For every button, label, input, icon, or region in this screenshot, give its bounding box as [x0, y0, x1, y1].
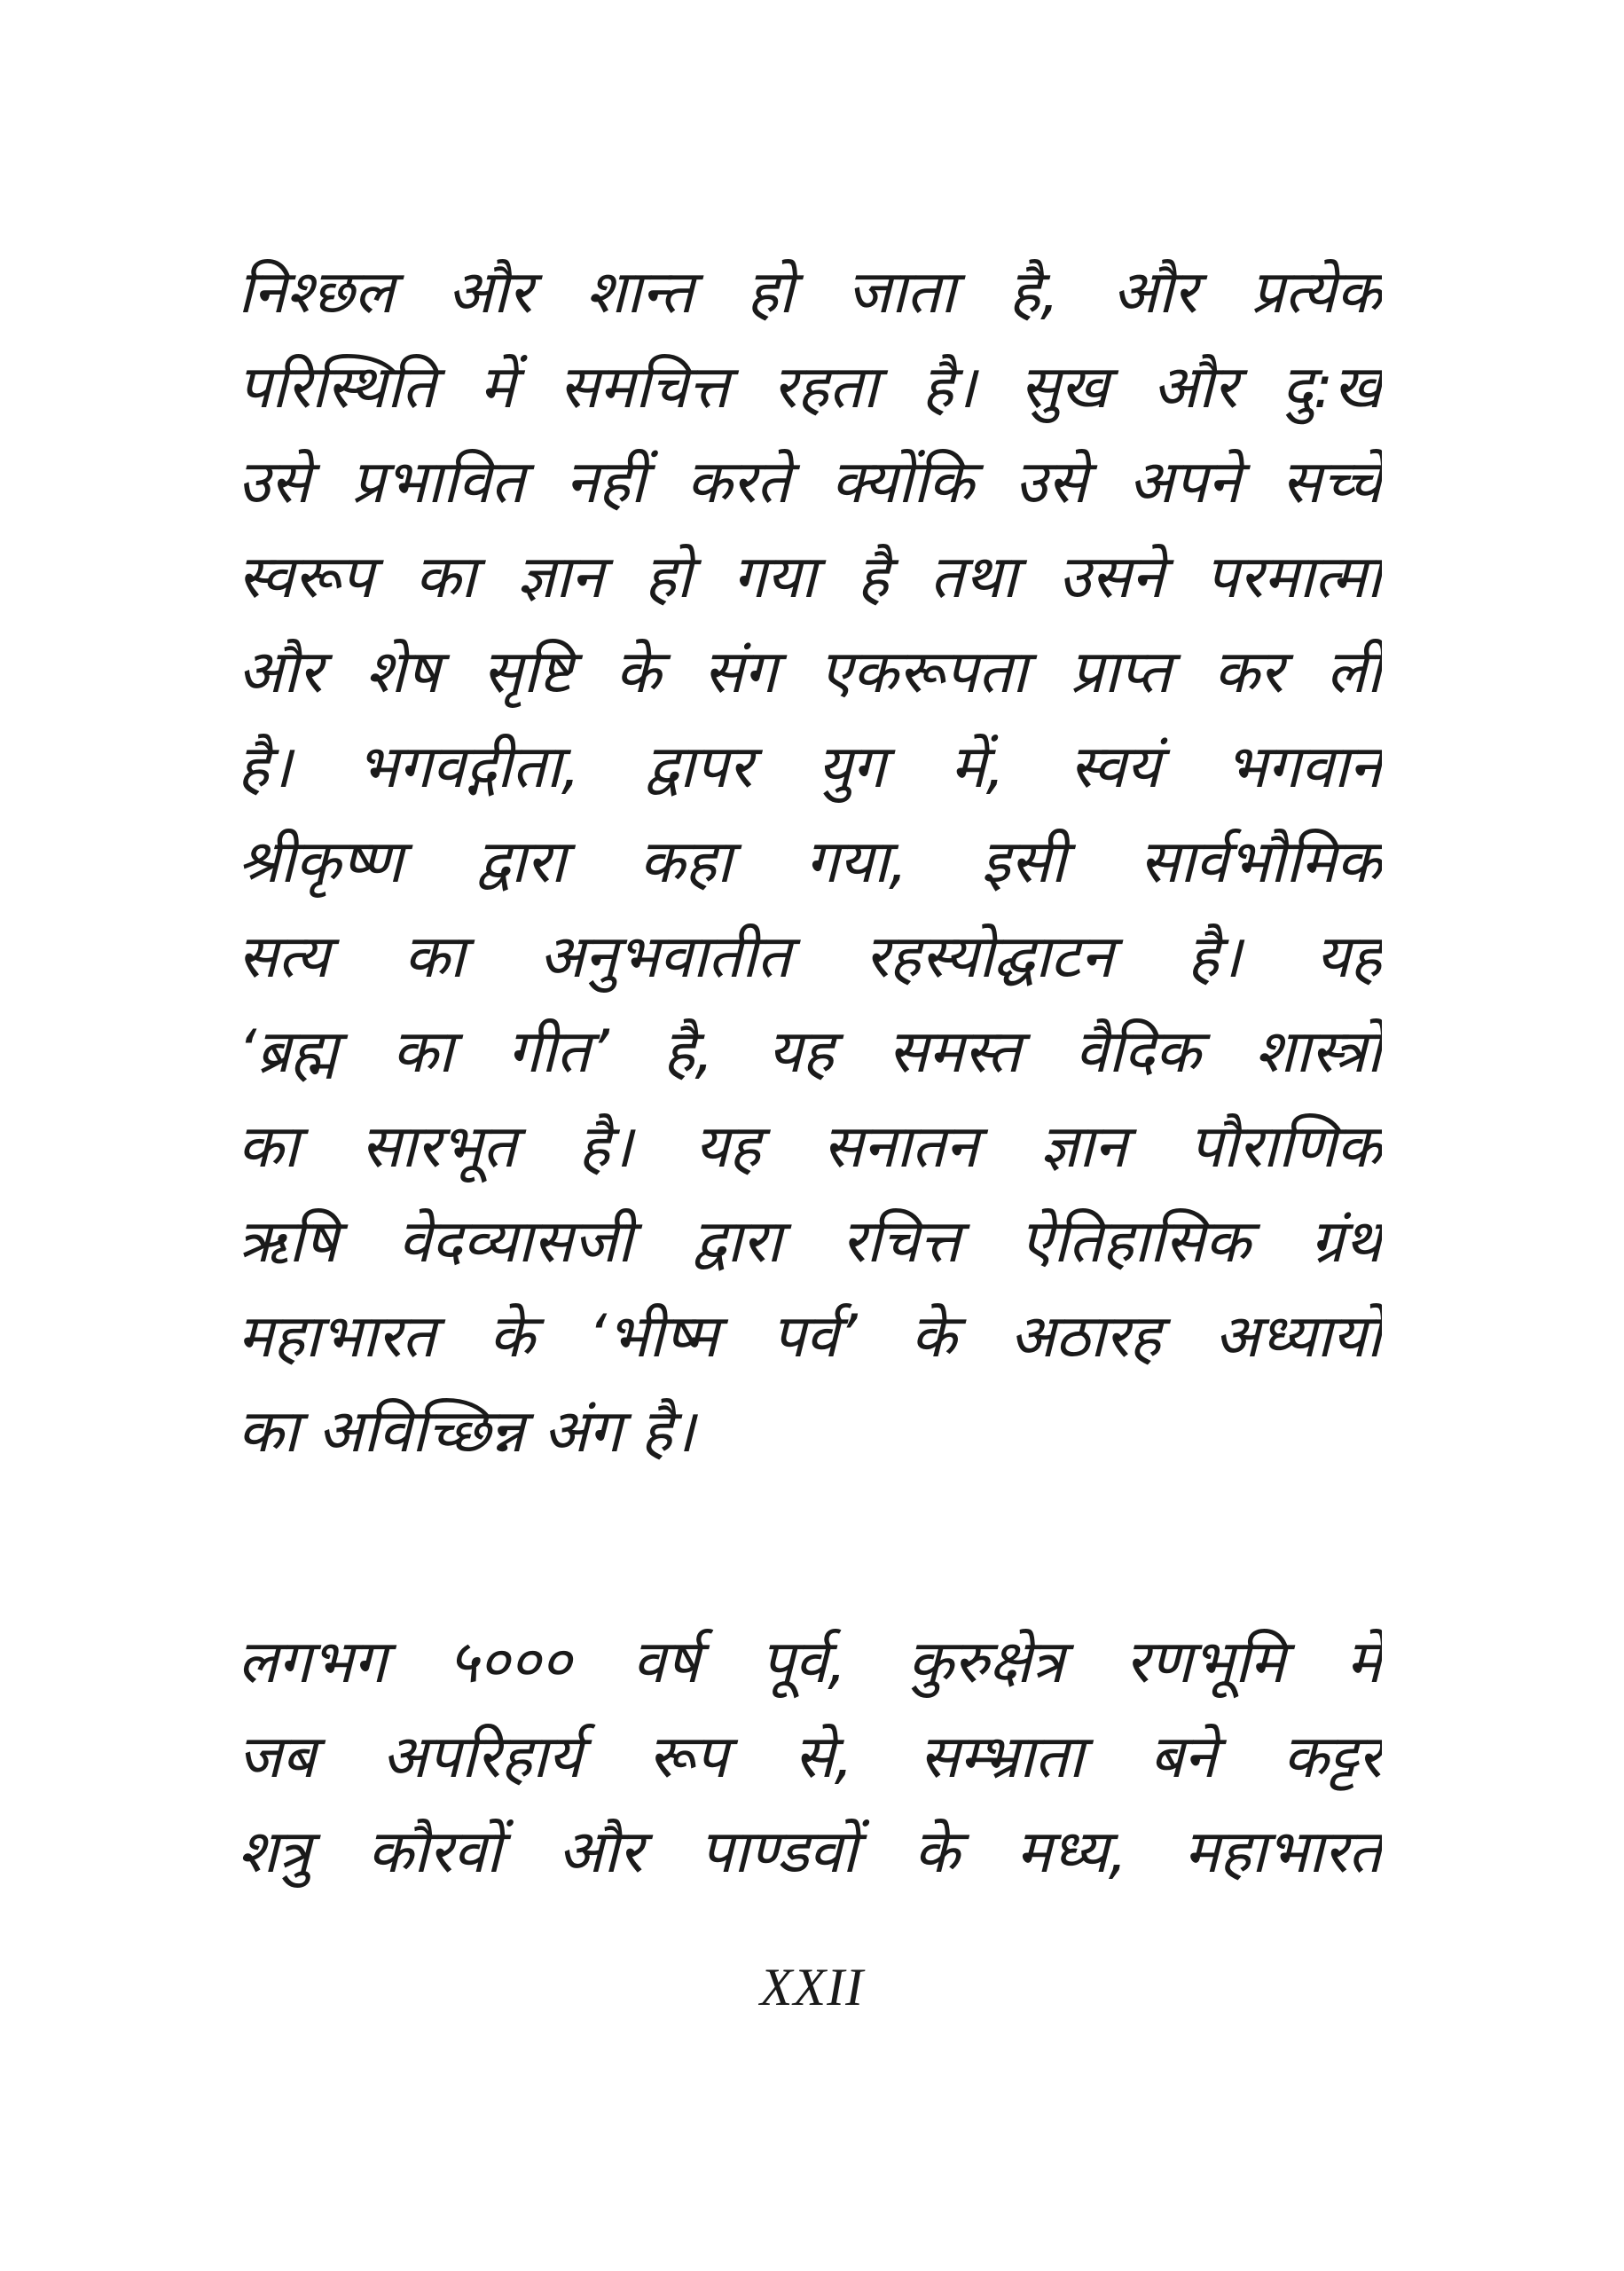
text-line: ऋषि वेदव्यासजी द्वारा रचित्त ऐतिहासिक ग्रंथ	[238, 1206, 1382, 1276]
text-line: सत्य का अनुभवातीत रहस्योद्घाटन है। यह	[238, 922, 1382, 991]
text-line: और शेष सृष्टि के संग एकरूपता प्राप्त कर ली	[238, 637, 1382, 706]
text-line: उसे प्रभावित नहीं करते क्योंकि उसे अपने सच्चे	[238, 447, 1382, 516]
text-line: जब अपरिहार्य रूप से, सम्भ्राता बने कट्टर	[238, 1722, 1382, 1791]
text-line: लगभग ५००० वर्ष पूर्व, कुरुक्षेत्र रणभूमि में	[238, 1627, 1382, 1696]
text-line: परिस्थिति में समचित्त रहता है। सुख और दु:ख	[238, 352, 1382, 421]
text-line: निश्छल और शान्त हो जाता है, और प्रत्येक	[238, 257, 1382, 326]
page-number: XXII	[759, 1958, 865, 2016]
text-line-last: का अविच्छिन्न अंग है।	[238, 1396, 695, 1466]
text-line: स्वरूप का ज्ञान हो गया है तथा उसने परमात्मा	[238, 542, 1382, 611]
text-line: है। भगवद्गीता, द्वापर युग में, स्वयं भगवान	[238, 732, 1382, 801]
text-line: का सारभूत है। यह सनातन ज्ञान पौराणिक	[238, 1112, 1382, 1181]
paragraph-2	[238, 1615, 1382, 1899]
text-line: शत्रु कौरवों और पाण्डवों के मध्य, महाभारत	[238, 1817, 1382, 1886]
text-line: श्रीकृष्ण द्वारा कहा गया, इसी सार्वभौमिक	[238, 827, 1382, 896]
text-line: ‘ब्रह्म का गीत’ है, यह समस्त वैदिक शास्त्रों	[238, 1017, 1382, 1086]
paragraph-1	[238, 245, 1382, 1479]
text-line: महाभारत के ‘भीष्म पर्व’ के अठारह अध्यायों	[238, 1301, 1382, 1371]
